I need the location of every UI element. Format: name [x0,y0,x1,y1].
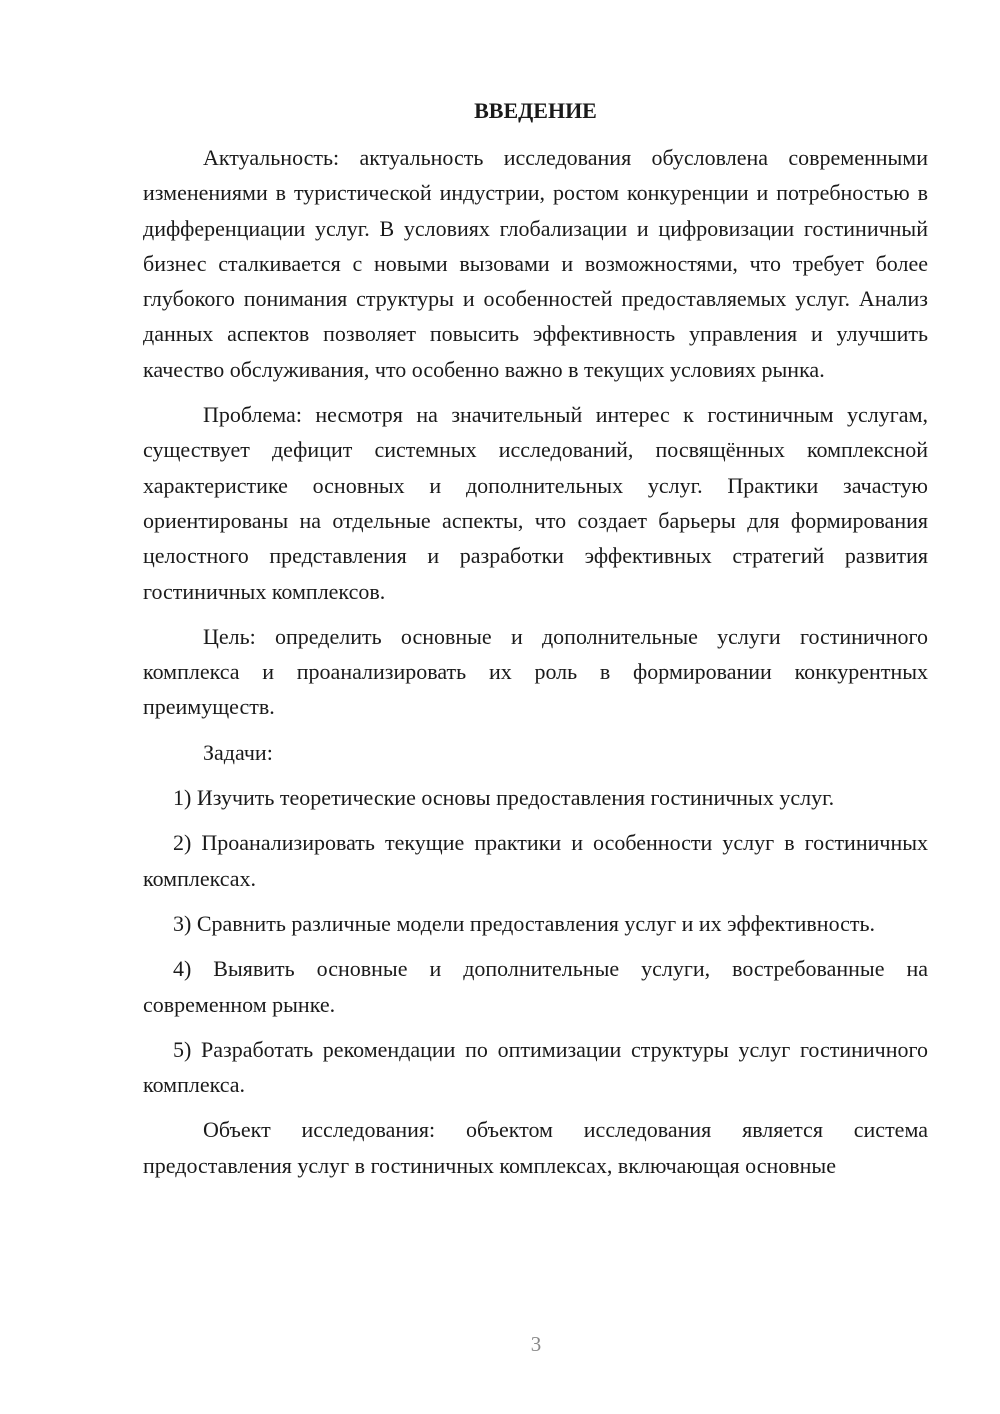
task-item: 4) Выявить основные и дополнительные услуги, востребованные на современном рынке. [143,956,928,1017]
task-item: 5) Разработать рекомендации по оптимизации структуры услуг гостиничного комплекса. [143,1036,928,1098]
page-number: 3 [530,1332,542,1356]
section-title: ВВЕДЕНИЕ [474,98,597,123]
tasks-heading: Задачи: [203,739,273,765]
task-item: 1) Изучить теоретические основы предоставления гостиничных услуг. [173,785,835,811]
paragraph-relevance: Актуальность: актуальность исследования обусловлена современными изменениями в туристической индустрии, ростом конкуренции и потребностью в дифференциации услуг. В условиях глобализации и цифровизации гостиничный бизнес сталкивается с новыми вызовами и возможностями, что требует более глубокого понимания структуры и особенностей предоставляемых услуг. Анализ данных аспектов позволяет повысить эффективность управления и улучшить качество обслуживания, что особенно важно в текущих условиях рынка. [143,145,928,382]
task-item: 3) Сравнить различные модели предоставления услуг и их эффективность. [173,910,876,936]
paragraph-problem: Проблема: несмотря на значительный интерес к гостиничным услугам, существует дефицит системных исследований, посвящённых комплексной характеристике основных и дополнительных услуг. Практики зачастую ориентированы на отдельные аспекты, что создает барьеры для формирования целостного представления и разработки эффективных стратегий развития гостиничных комплексов. [143,402,928,604]
paragraph-goal: Цель: определить основные и дополнительные услуги гостиничного комплекса и проанализировать их роль в формировании конкурентных преимуществ. [143,623,928,720]
paragraph-object: Объект исследования: объектом исследования является система предоставления услуг в гостиничных комплексах, включающая основные [143,1117,928,1178]
task-item: 2) Проанализировать текущие практики и особенности услуг в гостиничных комплексах. [143,830,928,891]
page-content [143,93,928,1193]
